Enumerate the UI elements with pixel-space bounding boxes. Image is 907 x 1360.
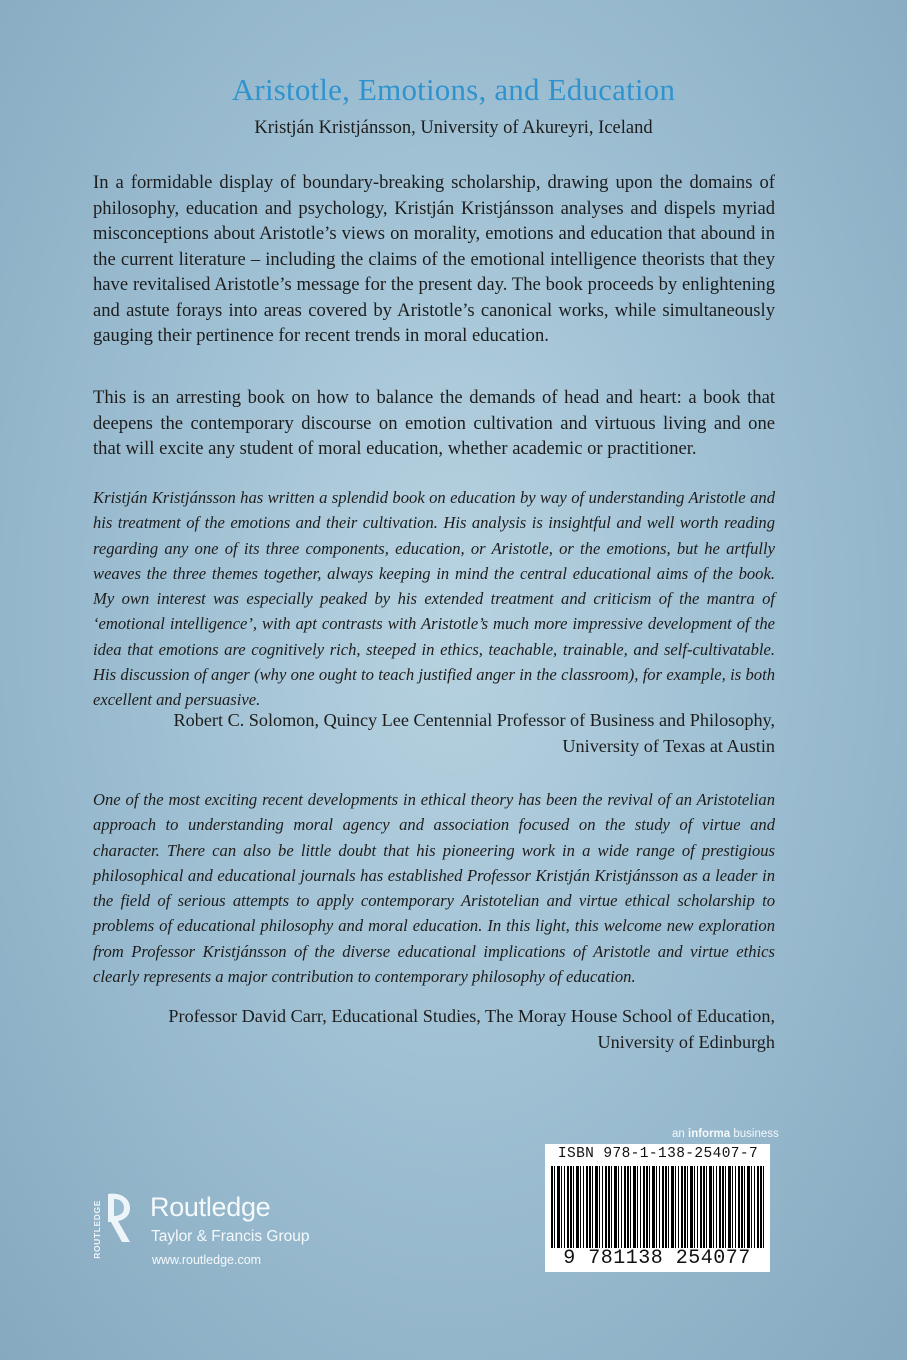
informa-prefix: an [672, 1128, 685, 1140]
informa-tagline [672, 1128, 779, 1140]
attribution-line: Robert C. Solomon, Quincy Lee Centennial Professor of Business and Philosophy, [173, 710, 775, 730]
publisher-vertical-mark: ROUTLEDGE [92, 1200, 102, 1259]
informa-suffix: business [733, 1128, 779, 1140]
publisher-url: www.routledge.com [152, 1253, 262, 1267]
informa-brand: informa [688, 1128, 731, 1140]
publisher-logo [90, 1186, 350, 1266]
endorsement-quote-2: One of the most exciting recent developments in ethical theory has been the revival of an Aristotelian approach to understanding moral agency and association focused on the study of virtue and character. There can also be little doubt that his pioneering work in a wide range of prestigious philosophical and educational journals has established Professor Kristján Kristjánsson as a leader in the field of serious attempts to apply contemporary Aristotelian and virtue ethical scholarship to problems of educational philosophy and moral education. In this light, this welcome new exploration from Professor Kristjánsson of the diverse educational implications of Aristotle and virtue ethics clearly represents a major contribution to contemporary philosophy of education. [93, 790, 775, 987]
publisher-group: Taylor & Francis Group [151, 1228, 310, 1245]
isbn-number: ISBN 978-1-138-25407-7 [557, 1146, 759, 1162]
endorsement-attribution-1 [174, 707, 775, 759]
barcode-icon [551, 1166, 764, 1250]
isbn-barcode [545, 1144, 770, 1272]
author-byline: Kristján Kristjánsson, University of Akureyri, Iceland [254, 118, 653, 138]
attribution-line: University of Texas at Austin [562, 736, 775, 756]
publisher-name: Routledge [150, 1192, 271, 1222]
description-paragraph-2: This is an arresting book on how to balance the demands of head and heart: a book that deepens the contemporary discourse on emotion cultivation and virtuous living and one that will excite any student of moral education, whether academic or practitioner. [93, 387, 775, 459]
barcode-digits: 9 781138 254077 [547, 1248, 767, 1270]
attribution-line: University of Edinburgh [597, 1032, 775, 1052]
attribution-line: Professor David Carr, Educational Studies, The Moray House School of Education, [168, 1006, 775, 1026]
endorsement-quote-1: Kristján Kristjánsson has written a splendid book on education by way of understanding Aristotle and his treatment of the emotions and their cultivation. His analysis is insightful and well worth reading regarding any one of its three components, education, or Aristotle, or the emotions, but he artfully weaves the three themes together, always keeping in mind the central educational aims of the book. My own interest was especially peaked by his extended treatment and criticism of the mantra of ‘emotional intelligence’, with apt contrasts with Aristotle’s much more impressive development of the idea that emotions are cognitively rich, steeped in ethics, teachable, trainable, and self-cultivatable. His discussion of anger (why one ought to teach justified anger in the classroom), for example, is both excellent and persuasive. [93, 488, 775, 710]
endorsement-attribution-2 [168, 1003, 775, 1055]
book-title: Aristotle, Emotions, and Education [231, 72, 676, 107]
description-paragraph-1: In a formidable display of boundary-breaking scholarship, drawing upon the domains of philosophy, education and psychology, Kristján Kristjánsson analyses and dispels myriad misconceptions about Aristotle’s views on morality, emotions and education that abound in the current literature – including the claims of the emotional intelligence theorists that they have revitalised Aristotle’s message for the present day. The book proceeds by enlightening and astute forays into areas covered by Aristotle’s canonical works, while simultaneously gauging their pertinence for recent trends in moral education. [93, 172, 775, 346]
